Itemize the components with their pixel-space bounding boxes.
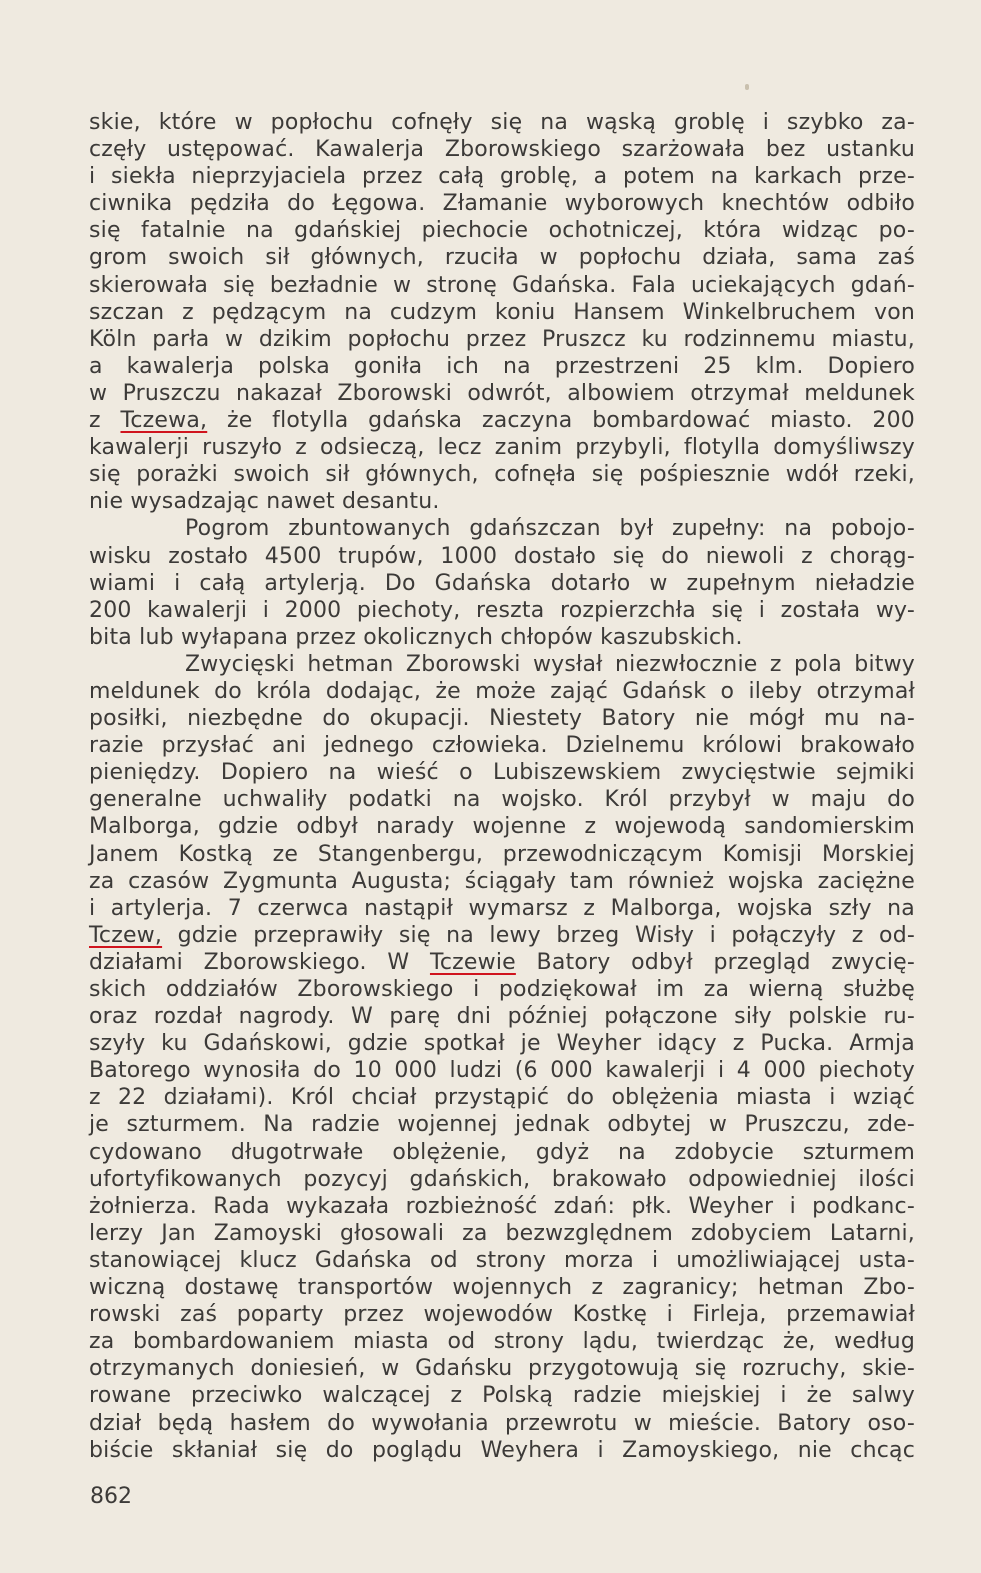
text-line: skierowała się bezładnie w stronę Gdańska. Fala uciekających gdań- <box>89 272 915 298</box>
text-line: 200 kawalerji i 2000 piechoty, reszta rozpierzchła się i została wy- <box>89 597 915 623</box>
text-line: otrzymanych doniesień, w Gdańsku przygotowują się rozruchy, skie- <box>89 1356 915 1382</box>
line-segment: działami Zborowskiego. W <box>89 949 430 975</box>
text-line: a kawalerja polska goniła ich na przestrzeni 25 klm. Dopiero <box>89 353 915 379</box>
text-line <box>89 407 915 434</box>
text-line: w Pruszczu nakazał Zborowski odwrót, albowiem otrzymał meldunek <box>89 380 915 406</box>
text-line <box>89 949 915 976</box>
text-line: ufortyfikowanych pozycyj gdańskich, brakowało odpowiedniej ilości <box>89 1166 915 1192</box>
text-line: meldunek do króla dodając, że może zająć Gdańsk o ileby otrzymał <box>89 678 915 704</box>
text-line: z 22 działami). Król chciał przystąpić do oblężenia miasta i wziąć <box>89 1085 915 1111</box>
text-line: generalne uchwaliły podatki na wojsko. Król przybył w maju do <box>89 787 915 813</box>
text-line: dział będą hasłem do wywołania przewrotu w mieście. Batory oso- <box>89 1410 915 1436</box>
line-segment: Batory odbył przegląd zwycię- <box>515 949 916 975</box>
text-line: je szturmem. Na radzie wojennej jednak odbytej w Pruszczu, zde- <box>89 1112 915 1138</box>
text-line: szyły ku Gdańskowi, gdzie spotkał je Weyher idący z Pucka. Armja <box>89 1031 915 1057</box>
text-line: za czasów Zygmunta Augusta; ściągały tam również wojska zaciężne <box>89 868 915 894</box>
text-line: szczan z pędzącym na cudzym koniu Hansem Winkelbruchem von <box>89 299 915 325</box>
text-line: i siekła nieprzyjaciela przez całą groblę, a potem na karkach prze- <box>89 164 915 190</box>
text-line: posiłki, niezbędne do okupacji. Niestety Batory nie mógł mu na- <box>89 706 915 732</box>
text-line: oraz rozdał nagrody. W parę dni później połączone siły polskie ru- <box>89 1004 915 1030</box>
underlined-place-name: Tczewie <box>429 949 516 975</box>
text-line: Malborga, gdzie odbył narady wojenne z wojewodą sandomierskim <box>89 814 915 840</box>
text-line: ciwnika pędziła do Łęgowa. Złamanie wyborowych knechtów odbiło <box>89 191 915 217</box>
text-line: się porażki swoich sił głównych, cofnęła się pośpiesznie wdół rzeki, <box>89 462 915 488</box>
text-line: częły ustępować. Kawalerja Zborowskiego szarżowała bez ustanku <box>89 137 915 163</box>
line-segment: gdzie przeprawiły się na lewy brzeg Wisły i połączyły z od- <box>162 922 915 948</box>
text-line: wiczną dostawę transportów wojennych z zagranicy; hetman Zbo- <box>89 1275 915 1301</box>
text-line: pieniędzy. Dopiero na wieść o Lubiszewskiem zwycięstwie sejmiki <box>89 760 915 786</box>
text-line: skich oddziałów Zborowskiego i podziękował im za wierną służbę <box>89 977 915 1002</box>
text-line: stanowiącej klucz Gdańska od strony morza i umożliwiającej usta- <box>89 1247 915 1273</box>
body-text <box>89 109 915 1464</box>
text-line: się fatalnie na gdańskiej piechocie ochotniczej, która widząc po- <box>89 218 915 244</box>
text-line: Batorego wynosiła do 10 000 ludzi (6 000 kawalerji i 4 000 piechoty <box>89 1058 915 1084</box>
text-line: skie, które w popłochu cofnęły się na wąską groblę i szybko za- <box>89 110 915 135</box>
underlined-place-name: Tczew, <box>89 922 163 948</box>
paragraph-end-line: nie wysadzając nawet desantu. <box>89 489 440 515</box>
text-line <box>89 922 915 949</box>
text-line: razie przysłać ani jednego człowieka. Dzielnemu królowi brakowało <box>89 733 915 759</box>
text-line: wiami i całą artylerją. Do Gdańska dotarło w zupełnym nieładzie <box>89 570 915 596</box>
paragraph-first-line: Zwycięski hetman Zborowski wysłał niezwłocznie z pola bitwy <box>185 651 915 677</box>
text-line: wisku zostało 4500 trupów, 1000 dostało się do niewoli z chorąg- <box>89 543 915 569</box>
page-number: 862 <box>90 1484 132 1509</box>
text-line: biście skłaniał się do poglądu Weyhera i Zamoyskiego, nie chcąc <box>89 1437 915 1463</box>
text-line: i artylerja. 7 czerwca nastąpił wymarsz z Malborga, wojska szły na <box>89 895 915 921</box>
text-line: grom swoich sił głównych, rzuciła w popłochu działa, sama zaś <box>89 245 915 271</box>
paragraph-first-line: Pogrom zbuntowanych gdańszczan był zupełny: na pobojo- <box>185 516 915 542</box>
text-line: rowski zaś poparty przez wojewodów Kostkę i Firleja, przemawiał <box>89 1302 915 1328</box>
scan-speck <box>745 84 749 90</box>
text-line: rowane przeciwko walczącej z Polską radzie miejskiej i że salwy <box>89 1383 915 1409</box>
text-line: Janem Kostką ze Stangenbergu, przewodniczącym Komisji Morskiej <box>89 841 915 867</box>
text-line: Köln parła w dzikim popłochu przez Pruszcz ku rodzinnemu miastu, <box>89 326 915 352</box>
paragraph-end-line: bita lub wyłapana przez okolicznych chłopów kaszubskich. <box>89 624 743 650</box>
underlined-place-name: Tczewa, <box>120 408 208 434</box>
line-segment: z <box>89 408 121 434</box>
text-line: lerzy Jan Zamoyski głosowali za bezwzględnem zdobyciem Latarni, <box>89 1220 915 1246</box>
text-line: kawalerji ruszyło z odsieczą, lecz zanim przybyli, flotylla domyśliwszy <box>89 435 915 461</box>
text-line: żołnierza. Rada wykazała rozbieżność zdań: płk. Weyher i podkanc- <box>89 1193 915 1219</box>
text-line: za bombardowaniem miasta od strony lądu, twierdząc że, według <box>89 1329 915 1355</box>
line-segment: że flotylla gdańska zaczyna bombardować miasto. 200 <box>207 408 915 434</box>
text-line: cydowano długotrwałe oblężenie, gdyż na zdobycie szturmem <box>89 1139 915 1165</box>
